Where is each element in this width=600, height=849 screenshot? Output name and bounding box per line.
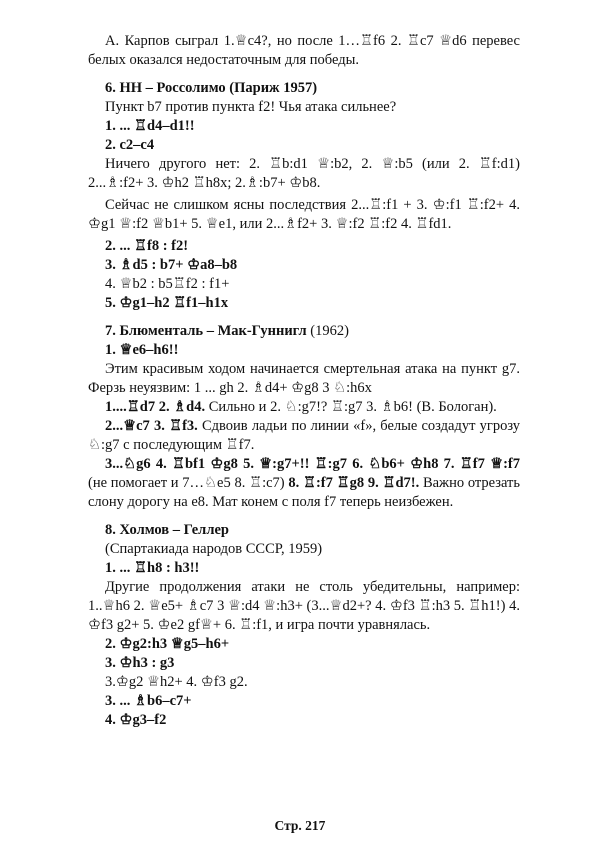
game-7-heading-title: 7. Блюменталь – Мак-Гуннигл — [105, 323, 307, 339]
game-8-move-2: 2. ♔g2:h3 ♕g5–h6+ — [105, 636, 230, 652]
game-8-move-1: 1. ... ♖h8 : h3!! — [105, 560, 200, 576]
game-6-intro: Пункт b7 против пункта f2! Чья атака сильнее? — [105, 99, 397, 115]
game-7-heading — [88, 322, 520, 341]
game-7-comment-4-aside: (не помогает и 7…♘e5 8. ♖:c7) — [88, 475, 289, 491]
game-7-comment-3-moves: 2...♕c7 3. ♖f3. — [105, 418, 198, 434]
game-6-comment-1: Ничего другого нет: 2. ♖b:d1 ♕:b2, 2. ♕:b5 (или 2. ♖f:d1) 2...♗:f2+ 3. ♔h2 ♖h8x; 2.♗:b7+ ♔b8. — [88, 156, 520, 191]
game-6-comment-2: Сейчас не слишком ясны последствия 2...♖:f1 + 3. ♔:f1 ♖:f2+ 4. ♔g1 ♕:f2 ♕b1+ 5. ♕e1, или 2...♗f2+ 3. ♕:f2 ♖:f2 4. ♖fd1. — [88, 197, 520, 232]
paragraph-karpov: А. Карпов сыграл 1.♕c4?, но после 1…♖f6 2. ♖c7 ♕d6 перевес белых оказался недостаточным для победы. — [88, 33, 520, 68]
game-8-move-3: 3. ♔h3 : g3 — [105, 655, 175, 671]
game-7-comment-4 — [88, 455, 520, 512]
game-8-move-4: 3. ... ♗b6–c7+ — [105, 693, 192, 709]
game-6-move-1: 1. ... ♖d4–d1!! — [105, 118, 195, 134]
game-6-move-5: 4. ♕b2 : b5♖f2 : f1+ — [105, 276, 230, 292]
game-8-comment-1: Другие продолжения атаки не столь убедительны, например: 1..♕h6 2. ♕e5+ ♗c7 3 ♕:d4 ♕:h3+ (3...♕d2+? 4. ♔f3 ♖:h3 5. ♖h1!) 4. ♔f3 g2+ 5. ♔e2 gf♕+ 6. ♖:f1, и игра почти уравнялась. — [88, 579, 520, 633]
game-6-move-2: 2. c2–c4 — [105, 137, 155, 153]
page-content — [88, 32, 520, 730]
game-7-comment-2-moves: 1....♖d7 2. ♗d4. — [105, 399, 206, 415]
game-7-comment-3 — [88, 417, 520, 455]
game-7-comment-4-text: Важно отрезать слону дорогу на e8. Мат конем с поля f7 теперь неизбежен. — [88, 475, 520, 510]
game-7-move-1: 1. ♕e6–h6!! — [105, 342, 179, 358]
game-6-heading: 6. НН – Россолимо (Париж 1957) — [105, 80, 318, 96]
game-8-heading: 8. Холмов – Геллер — [105, 522, 229, 538]
game-6-move-4: 3. ♗d5 : b7+ ♔a8–b8 — [105, 257, 238, 273]
page-number: Стр. 217 — [274, 818, 326, 833]
game-7-comment-2-text: Сильно и 2. ♘:g7!? ♖:g7 3. ♗b6! (В. Бологан). — [205, 399, 497, 415]
game-7-comment-4-moves-a: 3...♘g6 4. ♖bf1 ♔g8 5. ♕:g7+!! ♖:g7 6. ♘b6+ ♔h8 7. ♖f7 ♕:f7 — [105, 456, 520, 472]
game-7-heading-year: (1962) — [306, 323, 349, 339]
game-8-move-5: 4. ♔g3–f2 — [105, 712, 167, 728]
game-7-comment-1: Этим красивым ходом начинается смертельная атака на пункт g7. Ферзь неуязвим: 1 ... gh 2. ♗d4+ ♔g8 3 ♘:h6x — [88, 361, 520, 396]
game-8-comment-2: 3.♔g2 ♕h2+ 4. ♔f3 g2. — [105, 674, 248, 690]
game-7-comment-2 — [88, 398, 520, 417]
game-7-comment-4-moves-b: 8. ♖:f7 ♖g8 9. ♖d7!. — [288, 475, 420, 491]
game-7-comment-3-text: Сдвоив ладьи по линии «f», белые создадут угрозу ♘:g7 с последующим ♖f7. — [88, 418, 520, 453]
game-8-subheading: (Спартакиада народов СССР, 1959) — [105, 541, 323, 557]
game-6-move-3: 2. ... ♖f8 : f2! — [105, 238, 189, 254]
game-6-move-6: 5. ♔g1–h2 ♖f1–h1x — [105, 295, 229, 311]
